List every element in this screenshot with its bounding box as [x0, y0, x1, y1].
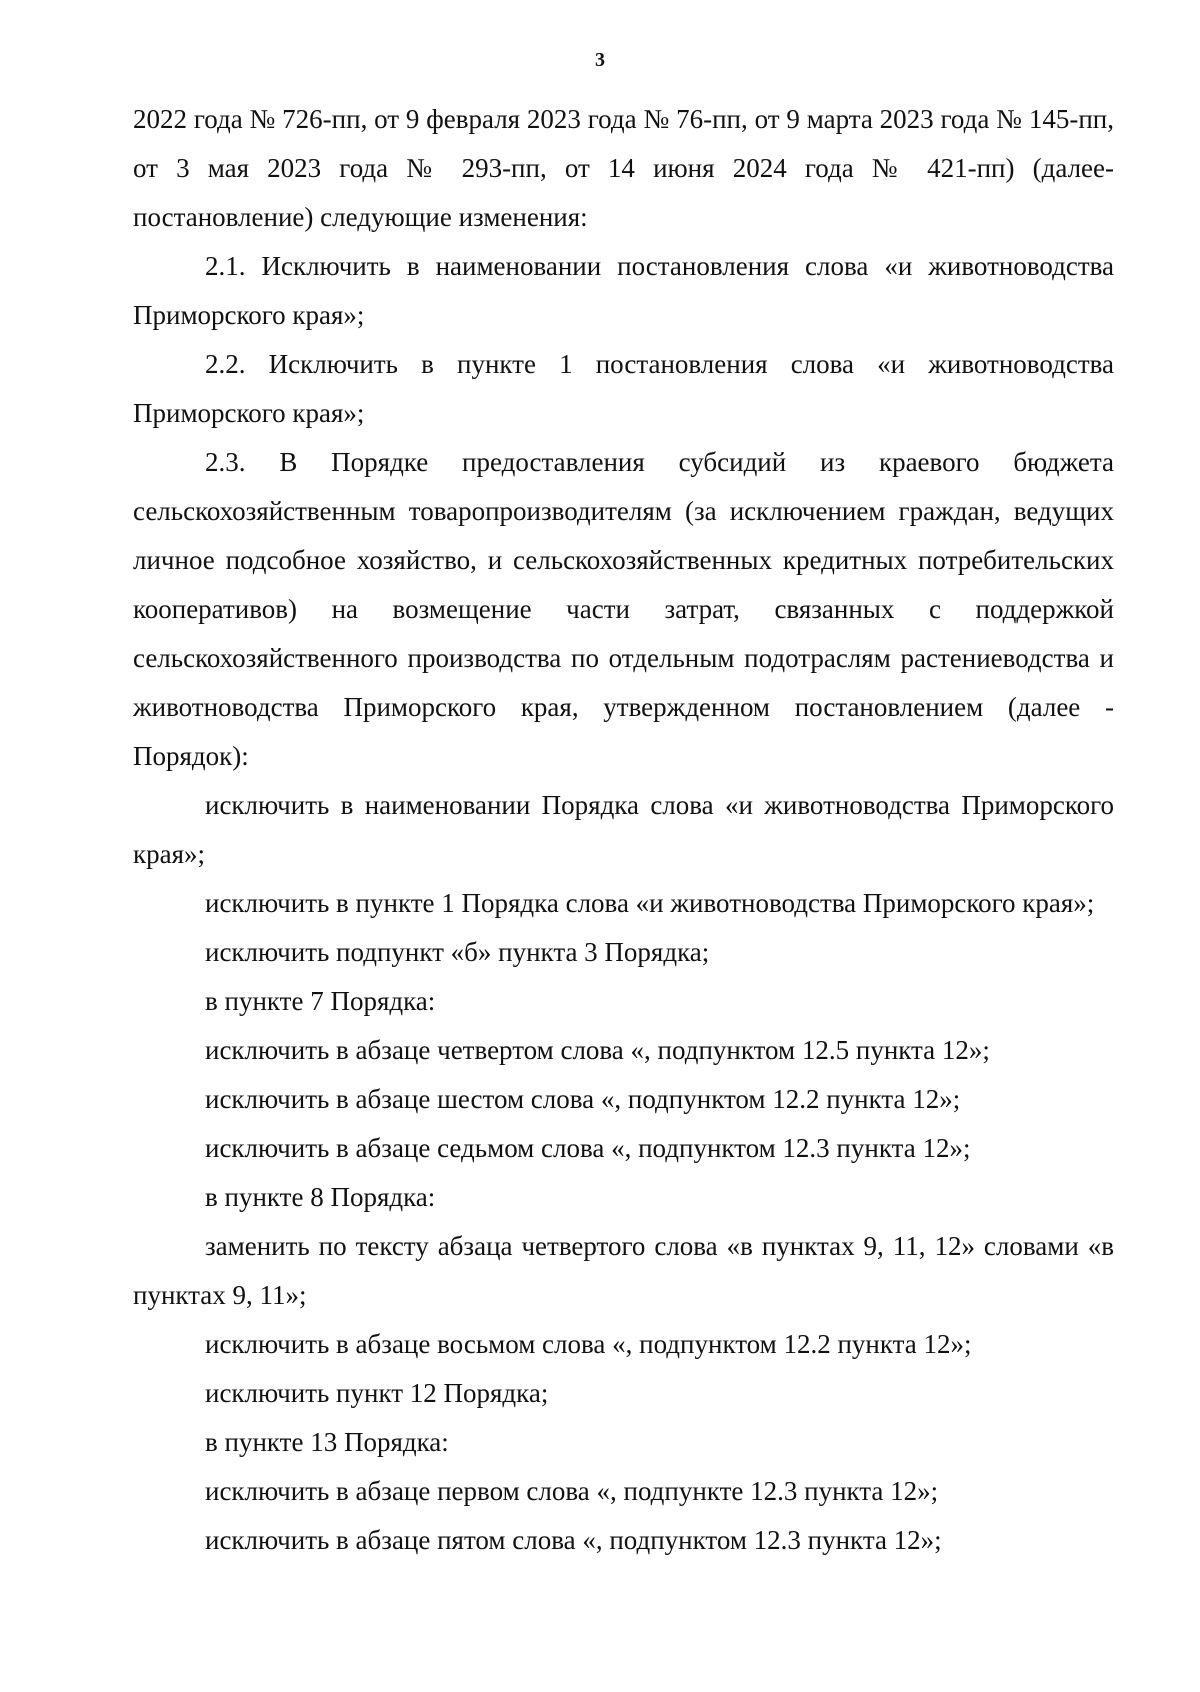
paragraph-exclude-point-1: исключить в пункте 1 Порядка слова «и животноводства Приморского края»; — [205, 888, 1095, 918]
line-point-7-heading: в пункте 7 Порядка: — [205, 986, 436, 1016]
line-point-7-par-4: исключить в абзаце четвертом слова «, подпунктом 12.5 пункта 12»; — [205, 1035, 990, 1065]
document-body — [133, 95, 1114, 1565]
paragraph-exclude-name: исключить в наименовании Порядка слова «и животноводства Приморского края»; — [133, 790, 1114, 869]
line-exclude-point-12: исключить пункт 12 Порядка; — [205, 1378, 549, 1408]
line-point-13-heading: в пункте 13 Порядка: — [205, 1427, 449, 1457]
paragraph-intro-continuation: 2022 года № 726-пп, от 9 февраля 2023 года № 76-пп, от 9 марта 2023 года № 145-пп, от 3 мая 2023 года № 293-пп, от 14 июня 2024 года № 421-пп) (далее- постановление) следующие изменения: — [133, 104, 1114, 232]
line-point-13-par-1: исключить в абзаце первом слова «, подпункте 12.3 пункта 12»; — [205, 1476, 939, 1506]
line-point-8-heading: в пункте 8 Порядка: — [205, 1182, 436, 1212]
line-point-13-par-5: исключить в абзаце пятом слова «, подпунктом 12.3 пункта 12»; — [205, 1525, 942, 1555]
paragraph-replace-par-4: заменить по тексту абзаца четвертого слова «в пунктах 9, 11, 12» словами «в пунктах 9, 11»; — [133, 1231, 1114, 1310]
line-point-7-par-6: исключить в абзаце шестом слова «, подпунктом 12.2 пункта 12»; — [205, 1084, 961, 1114]
line-exclude-subpoint-b: исключить подпункт «б» пункта 3 Порядка; — [205, 937, 710, 967]
paragraph-item-2-1: 2.1. Исключить в наименовании постановления слова «и животноводства Приморского края»; — [133, 251, 1114, 330]
page-number: 3 — [595, 49, 605, 71]
paragraph-item-2-3: 2.3. В Порядке предоставления субсидий из краевого бюджета сельскохозяйственным товаропроизводителям (за исключением граждан, ведущих личное подсобное хозяйство, и сельскохозяйственных кредитных потребительских кооперативов) на возмещение части затрат, связанных с поддержкой сельскохозяйственного производства по отдельным подотраслям растениеводства и животноводства Приморского края, утвержденном постановлением (далее - Порядок): — [133, 447, 1114, 771]
line-point-8-par-8: исключить в абзаце восьмом слова «, подпунктом 12.2 пункта 12»; — [205, 1329, 972, 1359]
line-point-7-par-7: исключить в абзаце седьмом слова «, подпунктом 12.3 пункта 12»; — [205, 1133, 971, 1163]
paragraph-item-2-2: 2.2. Исключить в пункте 1 постановления слова «и животноводства Приморского края»; — [133, 349, 1114, 428]
